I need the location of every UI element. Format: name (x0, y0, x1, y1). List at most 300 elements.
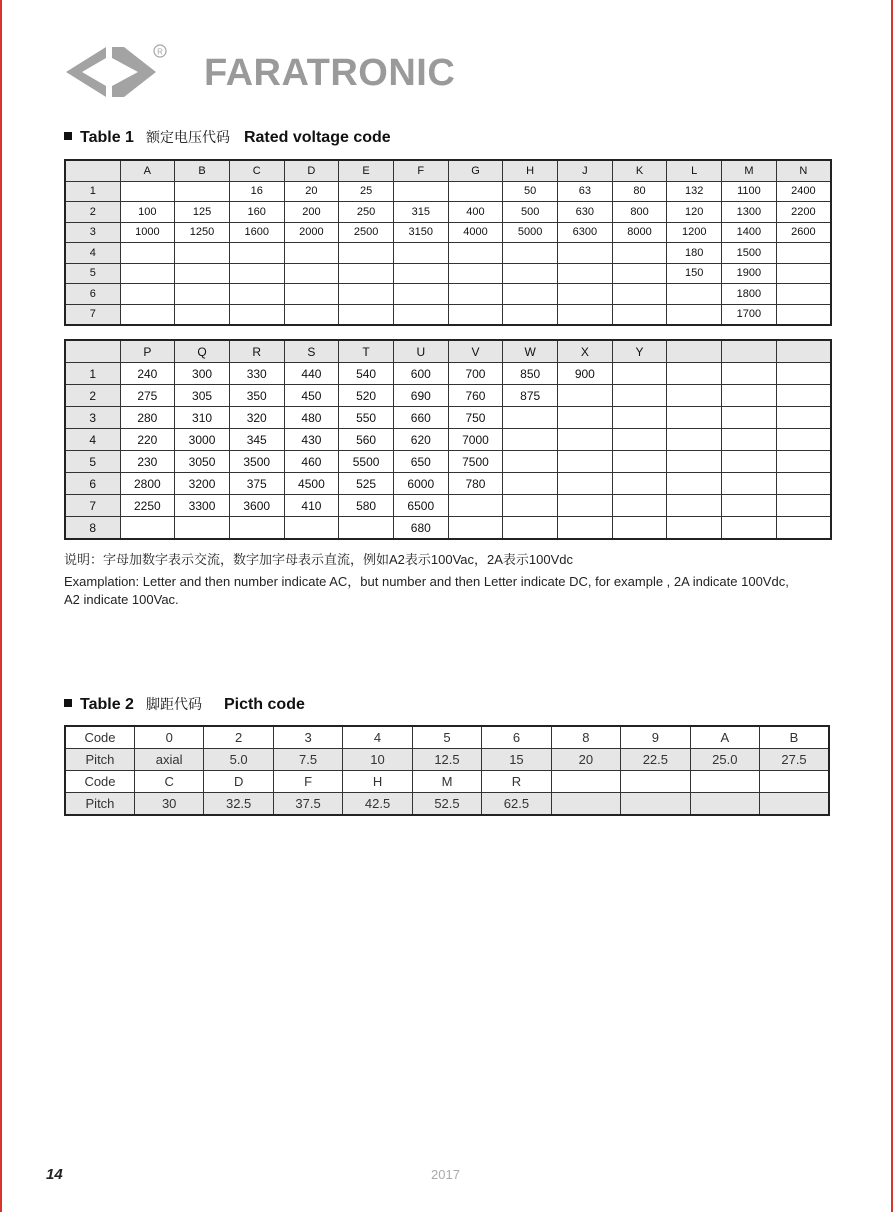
column-header: K (612, 160, 667, 181)
table-cell: 2400 (776, 181, 831, 202)
column-header: A (120, 160, 175, 181)
table-cell (612, 517, 667, 540)
table-cell: 20 (284, 181, 339, 202)
table-cell: 6500 (393, 495, 448, 517)
table-cell: 5500 (339, 451, 394, 473)
table-cell: 630 (558, 202, 613, 223)
table-cell (776, 451, 831, 473)
table-header-row (65, 340, 831, 363)
column-header: X (558, 340, 613, 363)
table-cell: M (412, 771, 481, 793)
row-header: 2 (65, 385, 120, 407)
table-cell: 3 (273, 726, 342, 749)
table-cell: 850 (503, 363, 558, 385)
column-header: E (339, 160, 394, 181)
table-cell (448, 263, 503, 284)
table-cell: 250 (339, 202, 394, 223)
column-header: V (448, 340, 503, 363)
row-header: 5 (65, 451, 120, 473)
column-header: S (284, 340, 339, 363)
note-chinese: 说明：字母加数字表示交流，数字加字母表示直流，例如A2表示100Vac，2A表示100Vdc (64, 552, 574, 567)
table-cell (612, 495, 667, 517)
table-cell (503, 243, 558, 264)
table-cell (339, 304, 394, 325)
table2-title: Table 2 脚距代码 Picth code (64, 694, 305, 714)
table-cell: 660 (393, 407, 448, 429)
table-cell (175, 284, 230, 305)
table-cell: 350 (229, 385, 284, 407)
table-cell (503, 304, 558, 325)
table-cell (393, 284, 448, 305)
table-row (65, 793, 829, 816)
table-cell: 560 (339, 429, 394, 451)
table-cell: 100 (120, 202, 175, 223)
table-row (65, 749, 829, 771)
table-cell: C (134, 771, 203, 793)
table-cell: 580 (339, 495, 394, 517)
page-edge-left (0, 0, 2, 1212)
table-cell: 27.5 (760, 749, 829, 771)
table-cell (612, 363, 667, 385)
table-cell (393, 263, 448, 284)
table-cell (284, 263, 339, 284)
table-cell (175, 263, 230, 284)
table-cell (503, 407, 558, 429)
table-cell: 37.5 (273, 793, 342, 816)
table-cell: 7.5 (273, 749, 342, 771)
table-cell (667, 517, 722, 540)
table-cell (503, 495, 558, 517)
table-cell: 1400 (722, 222, 777, 243)
column-header: R (229, 340, 284, 363)
table-cell: 375 (229, 473, 284, 495)
table-cell (503, 263, 558, 284)
table-cell: 9 (621, 726, 690, 749)
table-cell (558, 517, 613, 540)
table-cell (667, 304, 722, 325)
column-header: H (503, 160, 558, 181)
table-row (65, 202, 831, 223)
table-cell (612, 407, 667, 429)
rated-voltage-table-part-a (64, 159, 832, 326)
table-cell: 200 (284, 202, 339, 223)
row-header: 8 (65, 517, 120, 540)
table-cell: 12.5 (412, 749, 481, 771)
table-cell (760, 793, 829, 816)
table-cell: 680 (393, 517, 448, 540)
table-cell: 450 (284, 385, 339, 407)
table-cell: 230 (120, 451, 175, 473)
column-header: D (284, 160, 339, 181)
table-cell: 760 (448, 385, 503, 407)
table-cell (612, 243, 667, 264)
table-cell: 6300 (558, 222, 613, 243)
table-cell: 15 (482, 749, 551, 771)
table-cell (393, 181, 448, 202)
table-cell: 400 (448, 202, 503, 223)
table-cell: 0 (134, 726, 203, 749)
square-bullet-icon (64, 132, 72, 140)
table-cell (722, 385, 777, 407)
table-cell (722, 495, 777, 517)
table-row (65, 222, 831, 243)
row-header: 1 (65, 181, 120, 202)
pitch-code-table (64, 725, 830, 816)
table-cell (722, 517, 777, 540)
row-header: 3 (65, 222, 120, 243)
table-cell (667, 473, 722, 495)
row-header: 6 (65, 284, 120, 305)
table-cell: 120 (667, 202, 722, 223)
table-cell: 20 (551, 749, 620, 771)
table-cell (558, 304, 613, 325)
table-cell (621, 793, 690, 816)
table-cell: D (204, 771, 273, 793)
table-row (65, 407, 831, 429)
table-cell (776, 263, 831, 284)
table-row (65, 517, 831, 540)
table-cell: axial (134, 749, 203, 771)
table-cell (776, 304, 831, 325)
table-cell: 16 (229, 181, 284, 202)
table-cell (722, 407, 777, 429)
table-cell (503, 429, 558, 451)
table-cell: 4000 (448, 222, 503, 243)
table-cell: 1300 (722, 202, 777, 223)
table-cell: B (760, 726, 829, 749)
table-cell: 520 (339, 385, 394, 407)
table-cell (284, 517, 339, 540)
table-cell: 4 (343, 726, 412, 749)
page-number: 14 (46, 1166, 63, 1183)
table-cell (612, 284, 667, 305)
table-row (65, 263, 831, 284)
table-cell: 132 (667, 181, 722, 202)
table-cell (776, 243, 831, 264)
table-cell: 1800 (722, 284, 777, 305)
row-header: 6 (65, 473, 120, 495)
table-header-row (65, 160, 831, 181)
table-cell (558, 451, 613, 473)
table-cell (339, 284, 394, 305)
table-cell (690, 771, 759, 793)
table-cell: 3000 (175, 429, 230, 451)
table-cell (284, 284, 339, 305)
table-cell (503, 517, 558, 540)
table-cell: 305 (175, 385, 230, 407)
table-cell: 1600 (229, 222, 284, 243)
table-cell (667, 407, 722, 429)
table-cell: 5.0 (204, 749, 273, 771)
table-cell (776, 495, 831, 517)
table-cell: 440 (284, 363, 339, 385)
table-cell (612, 473, 667, 495)
table-cell (229, 263, 284, 284)
note-english-line2: A2 indicate 100Vac. (64, 592, 179, 607)
table-cell (229, 517, 284, 540)
column-header: J (558, 160, 613, 181)
table-cell (120, 181, 175, 202)
table-cell: 2200 (776, 202, 831, 223)
table-cell (722, 451, 777, 473)
table-cell (667, 363, 722, 385)
column-header: P (120, 340, 175, 363)
table-cell (393, 243, 448, 264)
table-cell: 600 (393, 363, 448, 385)
table-cell: 32.5 (204, 793, 273, 816)
table-cell (776, 473, 831, 495)
table-cell (558, 284, 613, 305)
table-cell (120, 304, 175, 325)
table-row (65, 243, 831, 264)
table-cell (551, 771, 620, 793)
table-cell: H (343, 771, 412, 793)
table-cell (503, 451, 558, 473)
table-cell: 3500 (229, 451, 284, 473)
table-cell: 700 (448, 363, 503, 385)
table-cell (175, 181, 230, 202)
row-header: 1 (65, 363, 120, 385)
table-cell: 345 (229, 429, 284, 451)
table-cell (339, 517, 394, 540)
column-header: N (776, 160, 831, 181)
table-cell: 160 (229, 202, 284, 223)
table-row (65, 363, 831, 385)
table-cell: 800 (612, 202, 667, 223)
table-cell: 750 (448, 407, 503, 429)
table-cell: 180 (667, 243, 722, 264)
table-cell (776, 284, 831, 305)
table-cell: 650 (393, 451, 448, 473)
table-cell: R (482, 771, 551, 793)
column-header: W (503, 340, 558, 363)
table-cell: 6000 (393, 473, 448, 495)
table-cell: 5 (412, 726, 481, 749)
table-cell (175, 517, 230, 540)
table-cell: 30 (134, 793, 203, 816)
table-cell (776, 407, 831, 429)
table-cell (448, 284, 503, 305)
table-cell: 2250 (120, 495, 175, 517)
table-cell (690, 793, 759, 816)
table-cell: 80 (612, 181, 667, 202)
table-row (65, 771, 829, 793)
table-cell (776, 385, 831, 407)
table-cell: 1500 (722, 243, 777, 264)
table-row (65, 726, 829, 749)
table-cell: 6 (482, 726, 551, 749)
table-cell (284, 304, 339, 325)
table-cell: 310 (175, 407, 230, 429)
table-cell: 2800 (120, 473, 175, 495)
column-header: G (448, 160, 503, 181)
row-header: Pitch (65, 793, 134, 816)
table-cell: 220 (120, 429, 175, 451)
table-cell (393, 304, 448, 325)
column-header: C (229, 160, 284, 181)
table-cell: 525 (339, 473, 394, 495)
table-row (65, 473, 831, 495)
table-row (65, 284, 831, 305)
table-cell: 3050 (175, 451, 230, 473)
table-cell: 62.5 (482, 793, 551, 816)
column-header: F (393, 160, 448, 181)
column-header (65, 160, 120, 181)
table-cell (284, 243, 339, 264)
table-cell: 1250 (175, 222, 230, 243)
table-cell (667, 429, 722, 451)
table-row (65, 451, 831, 473)
table-cell: 2000 (284, 222, 339, 243)
table-cell (229, 284, 284, 305)
row-header: 4 (65, 243, 120, 264)
table-cell: 900 (558, 363, 613, 385)
table-cell (558, 429, 613, 451)
table-cell (760, 771, 829, 793)
table-cell (558, 473, 613, 495)
footer-year: 2017 (431, 1167, 460, 1182)
table-cell: 42.5 (343, 793, 412, 816)
table-cell (503, 284, 558, 305)
svg-text:R: R (157, 47, 163, 57)
row-header: 2 (65, 202, 120, 223)
table-cell: 3600 (229, 495, 284, 517)
table-cell: 7000 (448, 429, 503, 451)
table-cell: 4500 (284, 473, 339, 495)
table-row (65, 495, 831, 517)
table-cell (229, 304, 284, 325)
table-cell: 3200 (175, 473, 230, 495)
table-cell: 3300 (175, 495, 230, 517)
faratronic-logo (62, 42, 172, 102)
square-bullet-icon (64, 699, 72, 707)
table-cell: 25.0 (690, 749, 759, 771)
note-english-line1: Examplation: Letter and then number indicate AC，but number and then Letter indicate DC, for example , 2A indicate 100Vdc, (64, 574, 789, 589)
table-cell (667, 451, 722, 473)
table-cell: 460 (284, 451, 339, 473)
table-cell (448, 243, 503, 264)
table-cell: 300 (175, 363, 230, 385)
table-cell (621, 771, 690, 793)
table-cell (339, 243, 394, 264)
table-cell (558, 407, 613, 429)
table-cell: 150 (667, 263, 722, 284)
table-cell (448, 495, 503, 517)
table-cell (612, 385, 667, 407)
table1-title: Table 1 额定电压代码 Rated voltage code (64, 127, 391, 147)
row-header: Code (65, 726, 134, 749)
column-header (65, 340, 120, 363)
table-cell (612, 429, 667, 451)
table-cell (175, 304, 230, 325)
table-cell (120, 263, 175, 284)
table-cell: 52.5 (412, 793, 481, 816)
table-cell (229, 243, 284, 264)
brand-name: FARATRONIC (204, 52, 456, 94)
table-cell: 22.5 (621, 749, 690, 771)
column-header: B (175, 160, 230, 181)
table-cell (667, 284, 722, 305)
table-cell: 620 (393, 429, 448, 451)
column-header (776, 340, 831, 363)
table-cell (558, 263, 613, 284)
row-header: 4 (65, 429, 120, 451)
row-header: 5 (65, 263, 120, 284)
table-cell (448, 304, 503, 325)
column-header: L (667, 160, 722, 181)
table-cell: 1200 (667, 222, 722, 243)
row-header: Code (65, 771, 134, 793)
table-cell: A (690, 726, 759, 749)
table-cell: 500 (503, 202, 558, 223)
table-row (65, 181, 831, 202)
column-header (667, 340, 722, 363)
table-cell: 320 (229, 407, 284, 429)
table-cell (558, 385, 613, 407)
table-cell: 1100 (722, 181, 777, 202)
table-cell (448, 181, 503, 202)
table-cell (120, 243, 175, 264)
table-row (65, 429, 831, 451)
column-header: U (393, 340, 448, 363)
column-header: M (722, 160, 777, 181)
rated-voltage-table-part-b (64, 339, 832, 540)
column-header: T (339, 340, 394, 363)
table-cell (558, 243, 613, 264)
table-cell: 690 (393, 385, 448, 407)
table-cell: 125 (175, 202, 230, 223)
table-cell: 10 (343, 749, 412, 771)
table-cell: F (273, 771, 342, 793)
table-cell: 540 (339, 363, 394, 385)
table-cell (448, 517, 503, 540)
table-cell: 875 (503, 385, 558, 407)
column-header (722, 340, 777, 363)
table-cell: 1000 (120, 222, 175, 243)
table-cell: 430 (284, 429, 339, 451)
table-cell (339, 263, 394, 284)
table-cell (776, 429, 831, 451)
table-cell: 63 (558, 181, 613, 202)
table-cell (667, 495, 722, 517)
table-cell: 2500 (339, 222, 394, 243)
table-cell (503, 473, 558, 495)
table-cell: 25 (339, 181, 394, 202)
table-cell (551, 793, 620, 816)
table-cell: 50 (503, 181, 558, 202)
table-cell: 8 (551, 726, 620, 749)
table-cell (612, 304, 667, 325)
table-cell: 330 (229, 363, 284, 385)
table-cell (722, 473, 777, 495)
row-header: 3 (65, 407, 120, 429)
table-cell: 315 (393, 202, 448, 223)
table-cell (722, 363, 777, 385)
column-header: Q (175, 340, 230, 363)
row-header: 7 (65, 495, 120, 517)
table-cell: 550 (339, 407, 394, 429)
table-row (65, 385, 831, 407)
table-cell (612, 263, 667, 284)
table-cell: 1900 (722, 263, 777, 284)
table-cell (120, 517, 175, 540)
table-cell (120, 284, 175, 305)
table-cell: 275 (120, 385, 175, 407)
table-cell: 7500 (448, 451, 503, 473)
table-cell (558, 495, 613, 517)
table-cell (612, 451, 667, 473)
table-cell: 5000 (503, 222, 558, 243)
